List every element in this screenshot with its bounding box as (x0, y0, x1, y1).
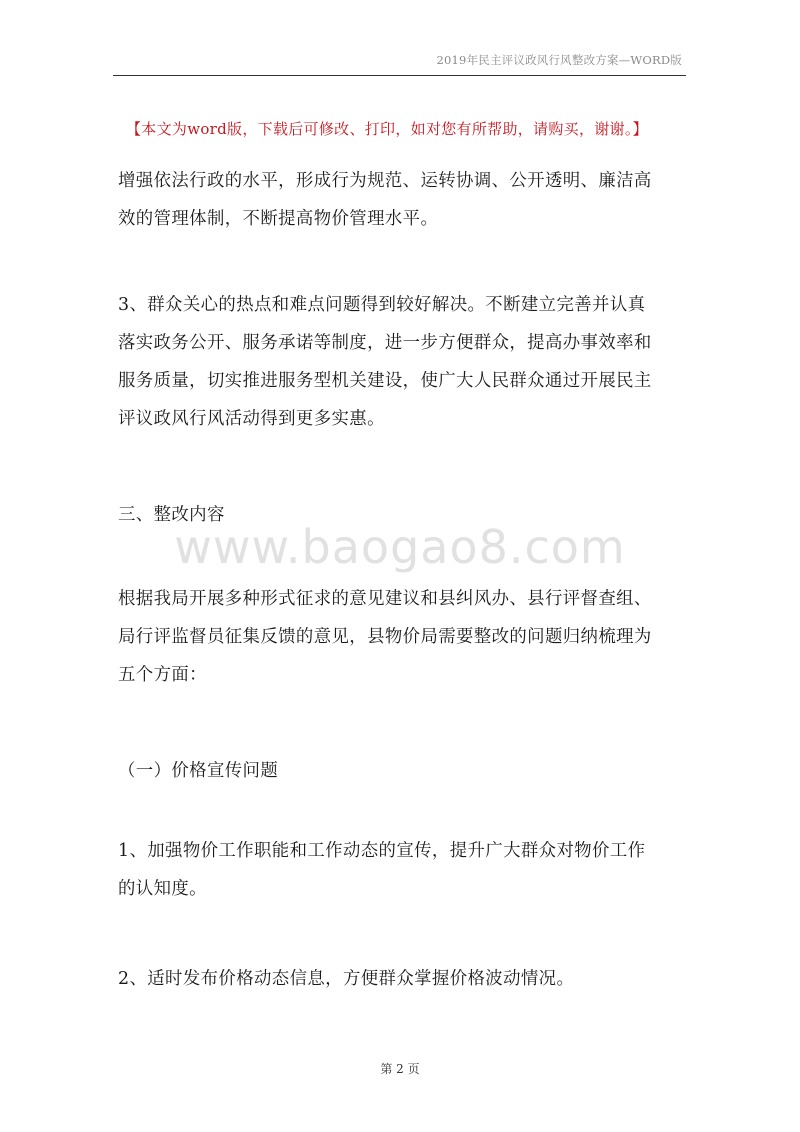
watermark: www.baogao8.com (174, 520, 626, 574)
paragraph (118, 162, 690, 238)
page-number: 第 2 页 (380, 1062, 420, 1076)
header-divider (113, 75, 686, 76)
paragraph-line: 1、加强物价工作职能和工作动态的宣传，提升广大群众对物价工作 (118, 841, 646, 861)
paragraph (118, 960, 690, 998)
subsection-heading (118, 752, 690, 790)
subsection-heading-text: （一）价格宣传问题 (118, 761, 279, 781)
paragraph-line: 五个方面： (118, 665, 207, 685)
paragraph-line: 增强依法行政的水平，形成行为规范、运转协调、公开透明、廉洁高 (118, 171, 652, 191)
paragraph-line: 的认知度。 (118, 879, 207, 899)
paragraph (118, 580, 690, 694)
paragraph-line: 效的管理体制，不断提高物价管理水平。 (118, 209, 439, 229)
paragraph-line: 局行评监督员征集反馈的意见，县物价局需要整改的问题归纳梳理为 (118, 627, 652, 647)
download-notice: 【本文为word版，下载后可修改、打印，如对您有所帮助，请购买，谢谢。】 (126, 120, 648, 138)
paragraph-line: 服务质量，切实推进服务型机关建设，使广大人民群众通过开展民主 (118, 371, 652, 391)
section-heading-text: 三、整改内容 (118, 505, 225, 525)
paragraph-line: 2、适时发布价格动态信息，方便群众掌握价格波动情况。 (118, 969, 575, 989)
paragraph-line: 根据我局开展多种形式征求的意见建议和县纠风办、县行评督查组、 (118, 589, 652, 609)
paragraph-line: 落实政务公开、服务承诺等制度，进一步方便群众，提高办事效率和 (118, 333, 652, 353)
paragraph-line: 3、群众关心的热点和难点问题得到较好解决。不断建立完善并认真 (118, 295, 646, 315)
paragraph-line: 评议政风行风活动得到更多实惠。 (118, 409, 385, 429)
paragraph (118, 832, 690, 908)
paragraph (118, 286, 690, 438)
running-header: 2019年民主评议政风行风整改方案—WORD版 (436, 53, 682, 67)
